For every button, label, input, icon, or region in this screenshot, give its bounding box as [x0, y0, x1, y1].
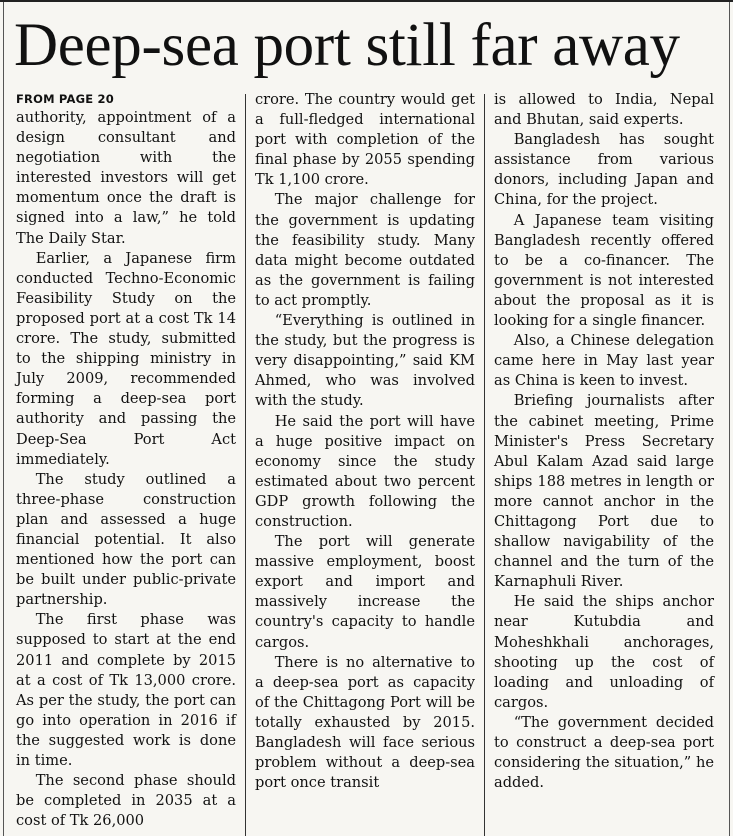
left-border-rule: [3, 2, 4, 836]
paragraph: authority, appointment of a design consultant and negotiation with the interested investors will get momentum once the draft is signed into a law,” he told The Daily Star.: [16, 109, 236, 247]
paragraph: is allowed to India, Nepal and Bhutan, said experts.: [494, 91, 714, 129]
column-divider-2: [484, 94, 485, 836]
paragraph: The first phase was supposed to start at the end 2011 and complete by 2015 at a cost of Tk 13,000 crore. As per the study, the port can go into operation in 2016 if the suggested work is done in time.: [16, 611, 236, 769]
right-border-rule: [729, 2, 730, 836]
paragraph: Briefing journalists after the cabinet meeting, Prime Minister's Press Secretary Abul Kalam Azad said large ships 188 metres in length or more cannot anchor in the Chittagong Port due to shallow navigability of the channel and the turn of the Karnaphuli River.: [494, 392, 714, 591]
paragraph: The second phase should be completed in 2035 at a cost of Tk 26,000: [16, 772, 236, 830]
article-column-2: [255, 90, 475, 793]
paragraph: Earlier, a Japanese firm conducted Techno-Economic Feasibility Study on the proposed port at a cost Tk 14 crore. The study, submitted to the shipping ministry in July 2009, recommended forming a deep-sea port authority and passing the Deep-Sea Port Act immediately.: [16, 249, 236, 468]
paragraph: The port will generate massive employment, boost export and import and massively increase the country's capacity to handle cargos.: [255, 533, 475, 651]
article-column-3: [494, 90, 714, 793]
paragraph: The study outlined a three-phase construction plan and assessed a huge financial potential. It also mentioned how the port can be built under public-private partnership.: [16, 470, 236, 609]
paragraph: He said the ships anchor near Kutubdia and Moheshkhali anchorages, shooting up the cost of loading and unloading of cargos.: [494, 593, 714, 711]
paragraph: “Everything is outlined in the study, but the progress is very disappointing,” said KM Ahmed, who was involved with the study.: [255, 312, 475, 410]
paragraph: There is no alternative to a deep-sea port as capacity of the Chittagong Port will be totally exhausted by 2015. Bangladesh will face serious problem without a deep-sea port once transit: [255, 653, 475, 792]
jump-label: FROM PAGE 20: [16, 92, 114, 106]
paragraph: Bangladesh has sought assistance from various donors, including Japan and China, for the project.: [494, 131, 714, 209]
paragraph: He said the port will have a huge positive impact on economy since the study estimated about two percent GDP growth following the construction.: [255, 412, 475, 530]
headline: Deep-sea port still far away: [14, 12, 680, 79]
paragraph: crore. The country would get a full-fledged international port with completion of the final phase by 2055 spending Tk 1,100 crore.: [255, 91, 475, 189]
paragraph: “The government decided to construct a deep-sea port considering the situation,” he added.: [494, 713, 714, 792]
paragraph: The major challenge for the government is updating the feasibility study. Many data might become outdated as the government is failing to act promptly.: [255, 191, 475, 309]
column-divider-1: [245, 94, 246, 836]
article-column-1: [16, 90, 236, 831]
paragraph: Also, a Chinese delegation came here in May last year as China is keen to invest.: [494, 332, 714, 390]
paragraph: A Japanese team visiting Bangladesh recently offered to be a co-financer. The government is not interested about the proposal as it is looking for a single financer.: [494, 211, 714, 330]
